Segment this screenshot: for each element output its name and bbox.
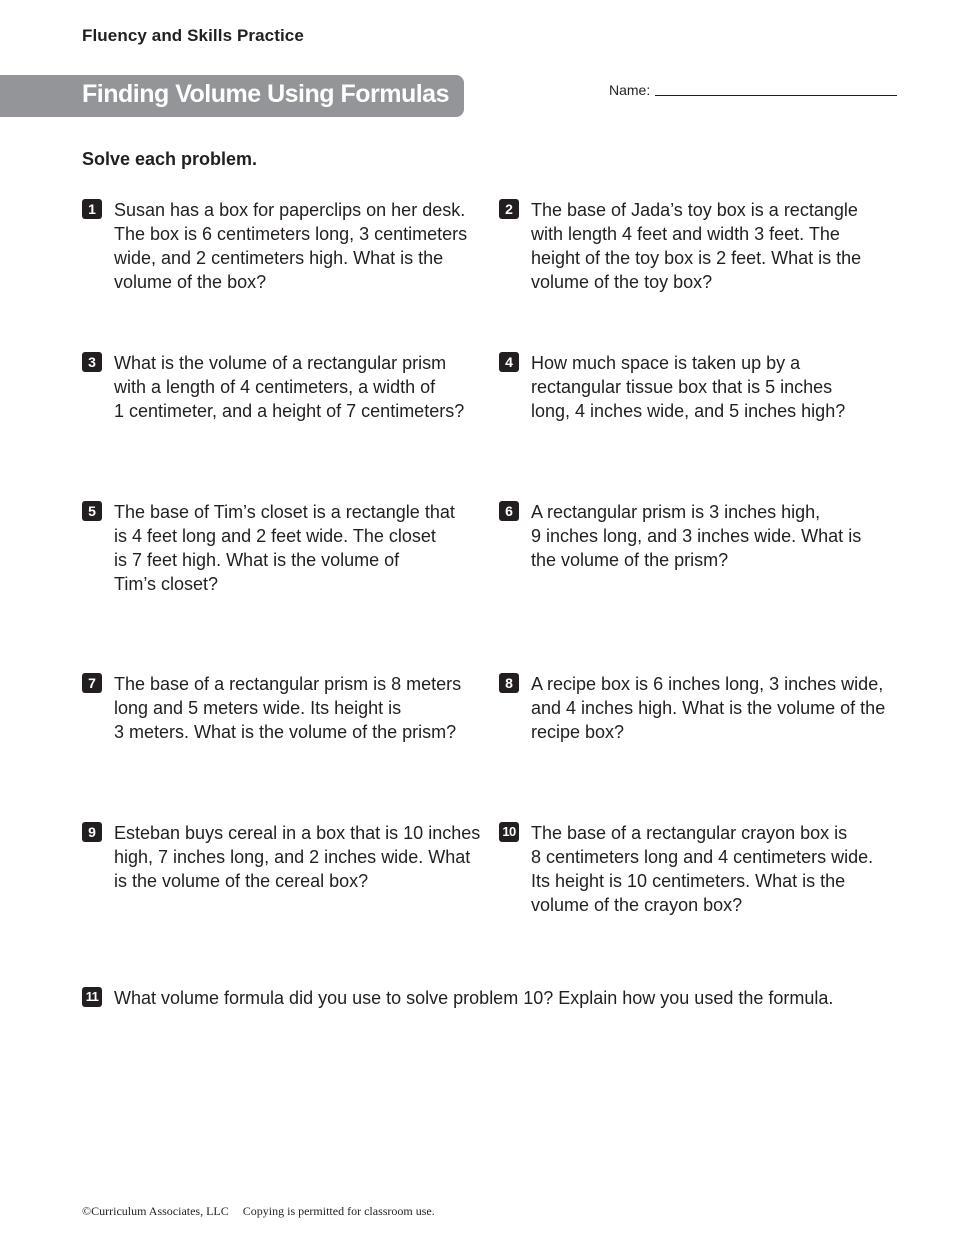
problem-line: 3 meters. What is the volume of the prism? [114, 722, 457, 742]
problem-text [114, 986, 833, 1010]
problem-number-badge: 8 [499, 673, 519, 693]
problem-line: The base of Tim’s closet is a rectangle that [114, 502, 455, 522]
instructions: Solve each problem. [82, 149, 258, 169]
name-field-line[interactable] [655, 95, 897, 96]
problem-line: 9 inches long, and 3 inches wide. What is [531, 526, 862, 546]
name-label: Name: [609, 82, 651, 98]
problem-line: A recipe box is 6 inches long, 3 inches wide, [531, 674, 884, 694]
problem-line: The base of a rectangular prism is 8 meters [114, 674, 462, 694]
problem-text [114, 672, 461, 744]
section-label: Fluency and Skills Practice [82, 26, 304, 45]
permission-text: Copying is permitted for classroom use. [242, 1204, 435, 1218]
problem-line: high, 7 inches long, and 2 inches wide. What [114, 847, 471, 867]
title-banner [0, 75, 464, 117]
problem-line: volume of the crayon box? [531, 895, 743, 915]
problem-line: Tim’s closet? [114, 574, 219, 594]
problem-line: rectangular tissue box that is 5 inches [531, 377, 833, 397]
problem-line: What is the volume of a rectangular prism [114, 353, 447, 373]
problem-number-badge: 7 [82, 673, 102, 693]
problem-line: The box is 6 centimeters long, 3 centimeters [114, 224, 468, 244]
problem-text [531, 198, 861, 294]
problem-number-badge: 9 [82, 822, 102, 842]
problem-text [114, 821, 480, 893]
problem-line: is 4 feet long and 2 feet wide. The closet [114, 526, 436, 546]
problem-line: long, 4 inches wide, and 5 inches high? [531, 401, 846, 421]
problem-line: volume of the box? [114, 272, 267, 292]
problem-number-badge: 2 [499, 199, 519, 219]
problem-line: is 7 feet high. What is the volume of [114, 550, 400, 570]
problem-number-badge: 6 [499, 501, 519, 521]
problem-line: is the volume of the cereal box? [114, 871, 369, 891]
problem-line: What volume formula did you use to solve problem 10? Explain how you used the formula. [114, 988, 834, 1008]
problem-text [531, 351, 845, 423]
problem-number-badge: 10 [499, 822, 519, 842]
problem-line: 8 centimeters long and 4 centimeters wide. [531, 847, 874, 867]
problem-line: height of the toy box is 2 feet. What is the [531, 248, 862, 268]
footer [82, 1204, 435, 1219]
problem-line: volume of the toy box? [531, 272, 713, 292]
problem-line: wide, and 2 centimeters high. What is the [114, 248, 444, 268]
problem-number-badge: 5 [82, 501, 102, 521]
problem-text [531, 672, 885, 744]
problem-number-badge: 1 [82, 199, 102, 219]
problem-line: A rectangular prism is 3 inches high, [531, 502, 821, 522]
problem-line: with length 4 feet and width 3 feet. The [531, 224, 840, 244]
page-title: Finding Volume Using Formulas [82, 80, 449, 108]
problem-text [114, 351, 464, 423]
problem-text [114, 198, 467, 294]
problem-line: The base of a rectangular crayon box is [531, 823, 848, 843]
problem-number-badge: 3 [82, 352, 102, 372]
problem-number-badge: 4 [499, 352, 519, 372]
problem-line: the volume of the prism? [531, 550, 729, 570]
problem-line: and 4 inches high. What is the volume of the [531, 698, 886, 718]
problem-line: Susan has a box for paperclips on her desk. [114, 200, 466, 220]
problem-line: long and 5 meters wide. Its height is [114, 698, 402, 718]
problem-line: 1 centimeter, and a height of 7 centimeters? [114, 401, 465, 421]
problem-line: with a length of 4 centimeters, a width of [114, 377, 436, 397]
problem-text [531, 821, 873, 917]
problem-number-badge: 11 [82, 987, 102, 1007]
problem-line: How much space is taken up by a [531, 353, 801, 373]
problem-line: The base of Jada’s toy box is a rectangle [531, 200, 858, 220]
copyright-text: ©Curriculum Associates, LLC [82, 1204, 229, 1218]
problem-line: recipe box? [531, 722, 625, 742]
problem-text [531, 500, 861, 572]
problem-line: Esteban buys cereal in a box that is 10 inches [114, 823, 481, 843]
problem-text [114, 500, 455, 596]
problem-line: Its height is 10 centimeters. What is the [531, 871, 846, 891]
